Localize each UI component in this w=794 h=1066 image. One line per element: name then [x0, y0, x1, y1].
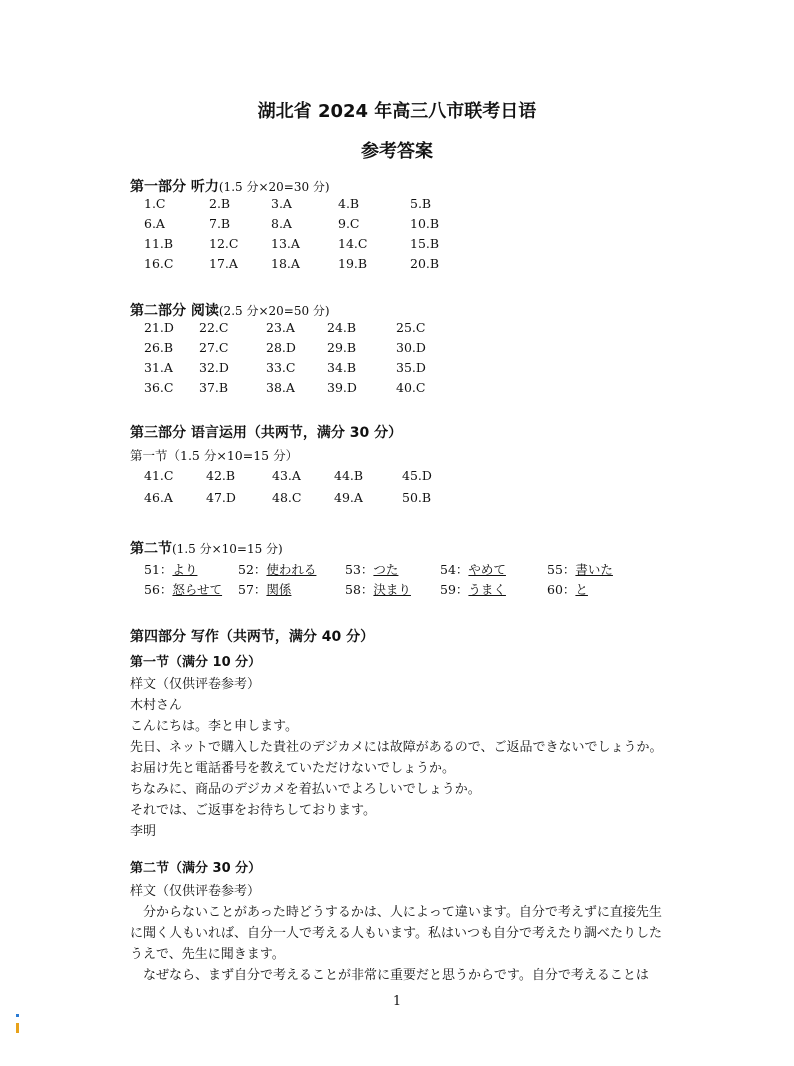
answer-item: 34.B	[327, 360, 357, 375]
letter-line: 木村さん	[130, 698, 183, 713]
fill-in-answer: 書いた	[575, 562, 613, 577]
answer-item: 22.C	[199, 320, 229, 335]
answer-item: 47.D	[206, 490, 236, 505]
fill-in-item	[440, 560, 506, 578]
answer-item: 2.B	[209, 196, 231, 211]
essay-paragraph-1: 分からないことがあった時どうするかは、人によって違います。自分で考えずに直接先生に聞く人もいれば、自分一人で考える人もいます。私はいつも自分で考えたり調べたりしたうえで、先生に聞きます。	[130, 905, 662, 962]
fill-in-item	[547, 580, 588, 598]
answer-item: 25.C	[396, 320, 426, 335]
fill-in-answer: 使われる	[266, 562, 317, 577]
fill-in-answer: 怒らせて	[172, 582, 223, 597]
fill-in-answer: やめて	[468, 562, 506, 577]
answer-item: 31.A	[144, 360, 173, 375]
answer-item: 4.B	[338, 196, 360, 211]
part4-sec2-heading: 第二节（满分 30 分）	[130, 861, 262, 876]
fill-in-answer: と	[575, 582, 588, 597]
fill-in-number: 51	[144, 562, 160, 577]
part3-sec2-title: 第二节	[130, 541, 172, 557]
answer-item: 10.B	[410, 216, 440, 231]
fill-in-item	[238, 580, 291, 598]
answer-item: 23.A	[266, 320, 295, 335]
answer-item: 16.C	[144, 256, 174, 271]
answer-item: 14.C	[338, 236, 368, 251]
answer-item: 24.B	[327, 320, 357, 335]
fill-in-number: 58	[345, 582, 361, 597]
fill-in-item	[440, 580, 506, 598]
part3-sec1-heading: 第一节（1.5 分×10=15 分）	[130, 448, 299, 463]
answer-item: 43.A	[272, 468, 301, 483]
fill-in-separator: ：	[360, 582, 374, 597]
fill-in-answer: つた	[373, 562, 399, 577]
document-subtitle: 参考答案	[361, 141, 433, 162]
answer-item: 3.A	[271, 196, 292, 211]
fill-in-answer: 関係	[266, 582, 292, 597]
answer-item: 45.D	[402, 468, 432, 483]
answer-item: 33.C	[266, 360, 296, 375]
answer-item: 6.A	[144, 216, 165, 231]
fill-in-number: 60	[547, 582, 563, 597]
fill-in-answer: うまく	[468, 582, 506, 597]
part3-heading: 第三部分 语言运用（共两节，满分 30 分）	[130, 425, 403, 441]
orange-mark	[16, 1023, 19, 1033]
answer-item: 32.D	[199, 360, 229, 375]
document-title: 湖北省 2024 年高三八市联考日语	[257, 101, 537, 122]
answer-item: 39.D	[327, 380, 357, 395]
answer-item: 26.B	[144, 340, 174, 355]
answer-item: 20.B	[410, 256, 440, 271]
answer-item: 38.A	[266, 380, 295, 395]
answer-item: 50.B	[402, 490, 432, 505]
letter-line: お届け先と電話番号を教えていただけないでしょうか。	[130, 761, 456, 776]
fill-in-number: 55	[547, 562, 563, 577]
answer-item: 41.C	[144, 468, 174, 483]
answer-item: 44.B	[334, 468, 364, 483]
answer-item: 42.B	[206, 468, 236, 483]
fill-in-answer: より	[172, 562, 198, 577]
part3-sec2-heading	[130, 538, 283, 558]
answer-item: 5.B	[410, 196, 432, 211]
answer-item: 7.B	[209, 216, 231, 231]
answer-item: 46.A	[144, 490, 173, 505]
part4-heading: 第四部分 写作（共两节，满分 40 分）	[130, 629, 375, 645]
answer-item: 27.C	[199, 340, 229, 355]
fill-in-number: 53	[345, 562, 361, 577]
answer-item: 15.B	[410, 236, 440, 251]
essay-paragraph-2: なぜなら、まず自分で考えることが非常に重要だと思うからです。自分で考えることは	[143, 968, 649, 983]
answer-item: 13.A	[271, 236, 300, 251]
answer-item: 17.A	[209, 256, 238, 271]
fill-in-number: 56	[144, 582, 160, 597]
fill-in-item	[345, 560, 398, 578]
fill-in-separator: ：	[455, 562, 469, 577]
fill-in-separator: ：	[159, 582, 173, 597]
fill-in-item	[345, 580, 411, 598]
letter-line: こんにちは。李と申します。	[130, 719, 298, 734]
fill-in-separator: ：	[455, 582, 469, 597]
fill-in-separator: ：	[253, 582, 267, 597]
fill-in-number: 59	[440, 582, 456, 597]
fill-in-separator: ：	[360, 562, 374, 577]
fill-in-item	[144, 560, 197, 578]
part1-heading	[130, 176, 330, 196]
answer-item: 21.D	[144, 320, 174, 335]
fill-in-number: 57	[238, 582, 254, 597]
answer-item: 9.C	[338, 216, 360, 231]
fill-in-item	[547, 560, 613, 578]
fill-in-answer: 決まり	[373, 582, 411, 597]
answer-item: 37.B	[199, 380, 229, 395]
part4-sec1-heading: 第一节（满分 10 分）	[130, 655, 262, 670]
fill-in-separator: ：	[253, 562, 267, 577]
answer-item: 35.D	[396, 360, 426, 375]
page-number: 1	[392, 994, 402, 1009]
blue-mark	[16, 1014, 19, 1017]
answer-item: 12.C	[209, 236, 239, 251]
answer-item: 30.D	[396, 340, 426, 355]
answer-item: 1.C	[144, 196, 166, 211]
answer-item: 48.C	[272, 490, 302, 505]
answer-item: 29.B	[327, 340, 357, 355]
answer-item: 11.B	[144, 236, 174, 251]
answer-item: 36.C	[144, 380, 174, 395]
fill-in-number: 54	[440, 562, 456, 577]
answer-item: 18.A	[271, 256, 300, 271]
fill-in-separator: ：	[159, 562, 173, 577]
letter-line: それでは、ご返事をお待ちしております。	[130, 803, 376, 818]
part2-heading	[130, 300, 330, 320]
fill-in-separator: ：	[562, 582, 576, 597]
answer-item: 49.A	[334, 490, 363, 505]
part2-score-note: (2.5 分×20=50 分)	[218, 304, 330, 318]
fill-in-number: 52	[238, 562, 254, 577]
fill-in-item	[144, 580, 222, 598]
part2-title: 第二部分 阅读	[130, 303, 219, 319]
answer-item: 28.D	[266, 340, 296, 355]
letter-line: ちなみに、商品のデジカメを着払いでよろしいでしょうか。	[130, 782, 481, 797]
answer-item: 40.C	[396, 380, 426, 395]
part1-title: 第一部分 听力	[130, 179, 219, 195]
answer-item: 19.B	[338, 256, 368, 271]
part4-sec1-label: 样文（仅供评卷参考）	[130, 677, 261, 692]
part4-sec2-label: 样文（仅供评卷参考）	[130, 884, 261, 899]
answer-item: 8.A	[271, 216, 292, 231]
part3-sec2-score-note: (1.5 分×10=15 分)	[172, 542, 283, 556]
letter-line: 李明	[130, 824, 157, 839]
fill-in-item	[238, 560, 316, 578]
letter-line: 先日、ネットで購入した貴社のデジカメには故障があるので、ご返品できないでしょうか。	[130, 740, 663, 755]
fill-in-separator: ：	[562, 562, 576, 577]
part1-score-note: (1.5 分×20=30 分)	[218, 180, 330, 194]
